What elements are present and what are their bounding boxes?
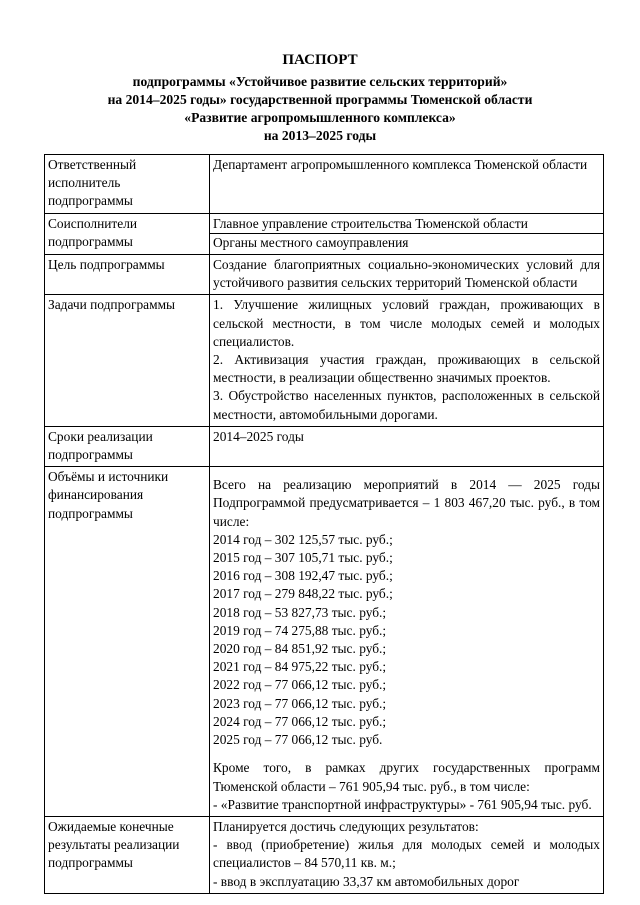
result-item: - ввод в эксплуатацию 33,37 км автомобильных дорог (213, 873, 520, 889)
coexecutor-item: Органы местного самоуправления (213, 234, 409, 250)
funding-year: 2024 год – 77 066,12 тыс. руб.; (213, 713, 387, 729)
document-title: ПАСПОРТ (282, 52, 358, 68)
task-item: 1. Улучшение жилищных условий граждан, проживающих в сельской местности, в том числе молодых семей и молодых специалистов. (213, 297, 600, 349)
funding-year: 2022 год – 77 066,12 тыс. руб.; (213, 677, 387, 693)
task-item: 3. Обустройство населенных пунктов, расположенных в сельской местности, автомобильными дорогами. (213, 388, 600, 422)
row-label: Цель подпрограммы (45, 255, 210, 295)
passport-table (44, 154, 604, 894)
funding-year: 2016 год – 308 192,47 тыс. руб.; (213, 568, 393, 584)
table-row (45, 213, 604, 254)
document-subtitle (0, 73, 640, 145)
subtitle-line-4: на 2013–2025 годы (263, 128, 377, 143)
table-row (45, 255, 604, 295)
row-label: Задачи подпрограммы (45, 295, 210, 426)
row-value: Создание благоприятных социально-экономических условий для устойчивого развития сельских территорий Тюменской области (210, 255, 604, 295)
funding-year: 2018 год – 53 827,73 тыс. руб.; (213, 604, 387, 620)
funding-year: 2023 год – 77 066,12 тыс. руб.; (213, 695, 387, 711)
results-intro: Планируется достичь следующих результатов: (213, 818, 479, 834)
row-value (210, 816, 604, 893)
row-value (210, 467, 604, 817)
table-row (45, 816, 604, 893)
row-label: Соисполнители подпрограммы (45, 213, 210, 254)
funding-additional: Кроме того, в рамках других государственных программ Тюменской области – 761 905,94 тыс. руб., в том числе: (213, 760, 600, 794)
subtitle-line-1: подпрограммы «Устойчивое развитие сельских территорий» (132, 74, 508, 89)
table-row (45, 467, 604, 817)
table-row (45, 426, 604, 466)
task-item: 2. Активизация участия граждан, проживающих в сельской местности, в реализации общественно значимых проектов. (213, 352, 600, 386)
funding-year: 2019 год – 74 275,88 тыс. руб.; (213, 622, 387, 638)
row-value: Департамент агропромышленного комплекса Тюменской области (210, 155, 604, 214)
subtitle-line-3: «Развитие агропромышленного комплекса» (184, 110, 456, 125)
funding-year: 2020 год – 84 851,92 тыс. руб.; (213, 641, 387, 657)
funding-additional-item: - «Развитие транспортной инфраструктуры» - 761 905,94 тыс. руб. (213, 796, 592, 812)
row-label: Объёмы и источники финансирования подпрограммы (45, 467, 210, 817)
table-row (45, 155, 604, 214)
row-value (210, 213, 604, 254)
funding-year: 2015 год – 307 105,71 тыс. руб.; (213, 550, 393, 566)
funding-year: 2017 год – 279 848,22 тыс. руб.; (213, 586, 393, 602)
row-label: Ожидаемые конечные результаты реализации подпрограммы (45, 816, 210, 893)
row-value: 2014–2025 годы (210, 426, 604, 466)
coexecutor-item: Главное управление строительства Тюменской области (210, 215, 603, 234)
row-label: Сроки реализации подпрограммы (45, 426, 210, 466)
row-label: Ответственный исполнитель подпрограммы (45, 155, 210, 214)
funding-year: 2021 год – 84 975,22 тыс. руб.; (213, 659, 387, 675)
funding-year: 2025 год – 77 066,12 тыс. руб. (213, 732, 383, 748)
result-item: - ввод (приобретение) жилья для молодых семей и молодых специалистов – 84 570,11 кв. м.; (213, 837, 600, 871)
funding-year: 2014 год – 302 125,57 тыс. руб.; (213, 531, 393, 547)
funding-intro: Всего на реализацию мероприятий в 2014 — 2025 годы Подпрограммой предусматривается – 1 803 467,20 тыс. руб., в том числе: (213, 477, 600, 529)
subtitle-line-2: на 2014–2025 годы» государственной программы Тюменской области (107, 92, 533, 107)
table-row (45, 295, 604, 426)
row-value (210, 295, 604, 426)
